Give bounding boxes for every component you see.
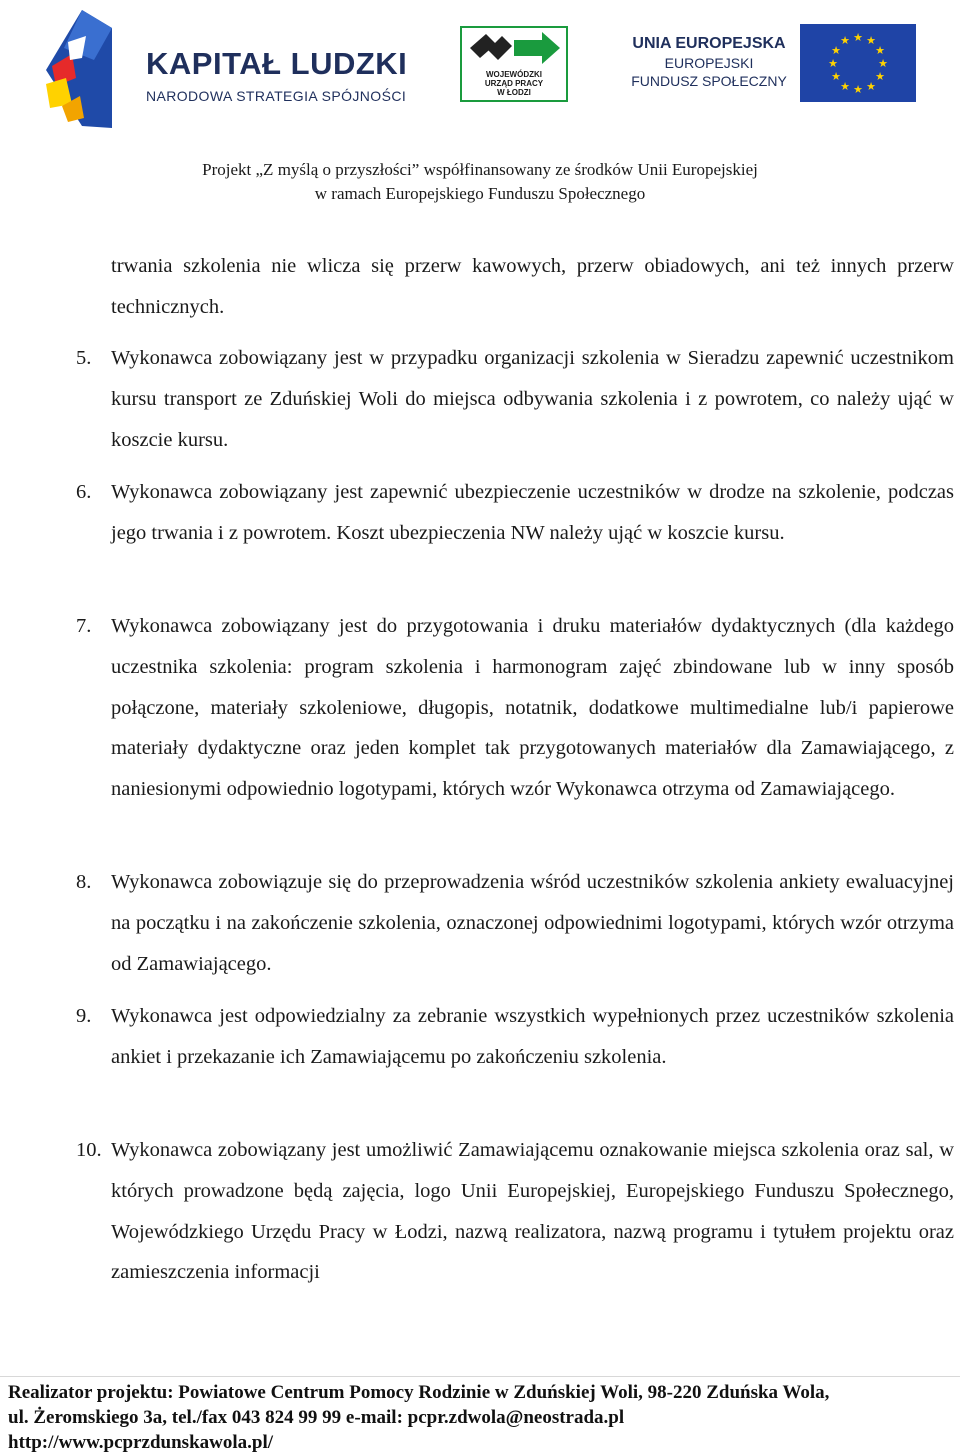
kapital-ludzki-logo bbox=[42, 8, 422, 128]
list-item-7: Wykonawca zobowiązany jest do przygotowania i druku materiałów dydaktycznych (dla każdego uczestnika szkolenia: program szkolenia i harmonogram zajęć zbindowane lub w inny sposób połączone, materiały szkoleniowe, długopis, notatnik, dodatkowe multimedialne lub/i papierowe materiały dydaktyczne oraz jeden komplet tak przygotowanych materiałów dla Zamawiającego, z naniesionymi odpowiednio logotypami, których wzór Wykonawca otrzyma od Zamawiającego. bbox=[111, 615, 954, 801]
svg-text:★: ★ bbox=[828, 57, 838, 70]
footer bbox=[8, 1380, 958, 1455]
list-item-8: Wykonawca zobowiązuje się do przeprowadzenia wśród uczestników szkolenia ankiety ewaluacyjnej na początku i na zakończenie szkolenia, oznaczonej odpowiednimi logotypami, których wzór otrzyma od Zamawiającego. bbox=[111, 871, 954, 975]
svg-text:★: ★ bbox=[840, 80, 850, 93]
project-line-1: Projekt „Z myślą o przyszłości” współfinansowany ze środków Unii Europejskiej bbox=[202, 160, 758, 179]
wup-text-line1: WOJEWÓDZKI bbox=[486, 70, 542, 79]
list-item-6: Wykonawca zobowiązany jest zapewnić ubezpieczenie uczestników w drodze na szkolenie, podczas jego trwania i z powrotem. Koszt ubezpieczenia NW należy ująć w koszcie kursu. bbox=[111, 481, 954, 544]
eu-line1: UNIA EUROPEJSKA bbox=[632, 35, 786, 52]
footer-line-1: Realizator projektu: Powiatowe Centrum Pomocy Rodzinie w Zduńskiej Woli, 98-220 Zduńska Wola, bbox=[8, 1382, 830, 1403]
svg-text:★: ★ bbox=[875, 44, 885, 57]
item-number: 6. bbox=[76, 481, 92, 503]
kapital-ludzki-emblem-icon bbox=[42, 8, 112, 128]
wup-text bbox=[460, 70, 568, 97]
wup-text-line3: W ŁODZI bbox=[497, 88, 531, 97]
item-number: 7. bbox=[76, 615, 92, 637]
project-line-2: w ramach Europejskiego Funduszu Społecznego bbox=[314, 184, 646, 203]
kapital-ludzki-title: KAPITAŁ LUDZKI bbox=[146, 46, 408, 81]
svg-text:★: ★ bbox=[875, 70, 885, 83]
eu-logo bbox=[624, 24, 924, 104]
item-number: 10. bbox=[76, 1139, 102, 1161]
wup-lodz-logo bbox=[460, 26, 568, 102]
eu-line2: EUROPEJSKI bbox=[664, 55, 754, 71]
continuation-paragraph: trwania szkolenia nie wlicza się przerw kawowych, przerw obiadowych, ani też innych przerw technicznych. bbox=[111, 255, 954, 318]
footer-line-2: ul. Żeromskiego 3a, tel./fax 043 824 99 99 e-mail: pcpr.zdwola@neostrada.pl bbox=[8, 1407, 625, 1428]
eu-text bbox=[624, 34, 794, 90]
list-item-9: Wykonawca jest odpowiedzialny za zebranie wszystkich wypełnionych przez uczestników szkolenia ankiet i przekazanie ich Zamawiającemu po zakończeniu szkolenia. bbox=[111, 1005, 954, 1068]
footer-url-link[interactable]: http://www.pcprzdunskawola.pl/ bbox=[8, 1432, 274, 1453]
list-item-5: Wykonawca zobowiązany jest w przypadku organizacji szkolenia w Sieradzu zapewnić uczestnikom kursu transport ze Zduńskiej Woli do miejsca odbywania szkolenia i z powrotem, co należy ująć w koszcie kursu. bbox=[111, 347, 954, 451]
svg-text:★: ★ bbox=[853, 83, 863, 96]
header-logos bbox=[0, 0, 960, 140]
kapital-ludzki-subtitle: NARODOWA STRATEGIA SPÓJNOŚCI bbox=[146, 88, 407, 104]
item-number: 5. bbox=[76, 347, 92, 369]
wup-text-line2: URZĄD PRACY bbox=[484, 79, 544, 88]
svg-text:★: ★ bbox=[831, 44, 841, 57]
svg-text:★: ★ bbox=[878, 57, 888, 70]
footer-divider bbox=[0, 1376, 960, 1377]
item-number: 8. bbox=[76, 871, 92, 893]
svg-text:★: ★ bbox=[840, 34, 850, 47]
eu-line3: FUNDUSZ SPOŁECZNY bbox=[631, 73, 787, 89]
svg-text:★: ★ bbox=[866, 80, 876, 93]
list-item-10: Wykonawca zobowiązany jest umożliwić Zamawiającemu oznakowanie miejsca szkolenia oraz sal, w których prowadzone będą zajęcia, logo Unii Europejskiej, Europejskiego Funduszu Społecznego, Wojewódzkiego Urzędu Pracy w Łodzi, nazwą realizatora, nazwą programu i tytułem projektu oraz zamieszczenia informacji bbox=[111, 1139, 954, 1284]
svg-text:★: ★ bbox=[866, 34, 876, 47]
item-number: 9. bbox=[76, 1005, 92, 1027]
eu-flag-icon bbox=[800, 24, 916, 102]
svg-text:★: ★ bbox=[853, 31, 863, 44]
svg-text:★: ★ bbox=[831, 70, 841, 83]
